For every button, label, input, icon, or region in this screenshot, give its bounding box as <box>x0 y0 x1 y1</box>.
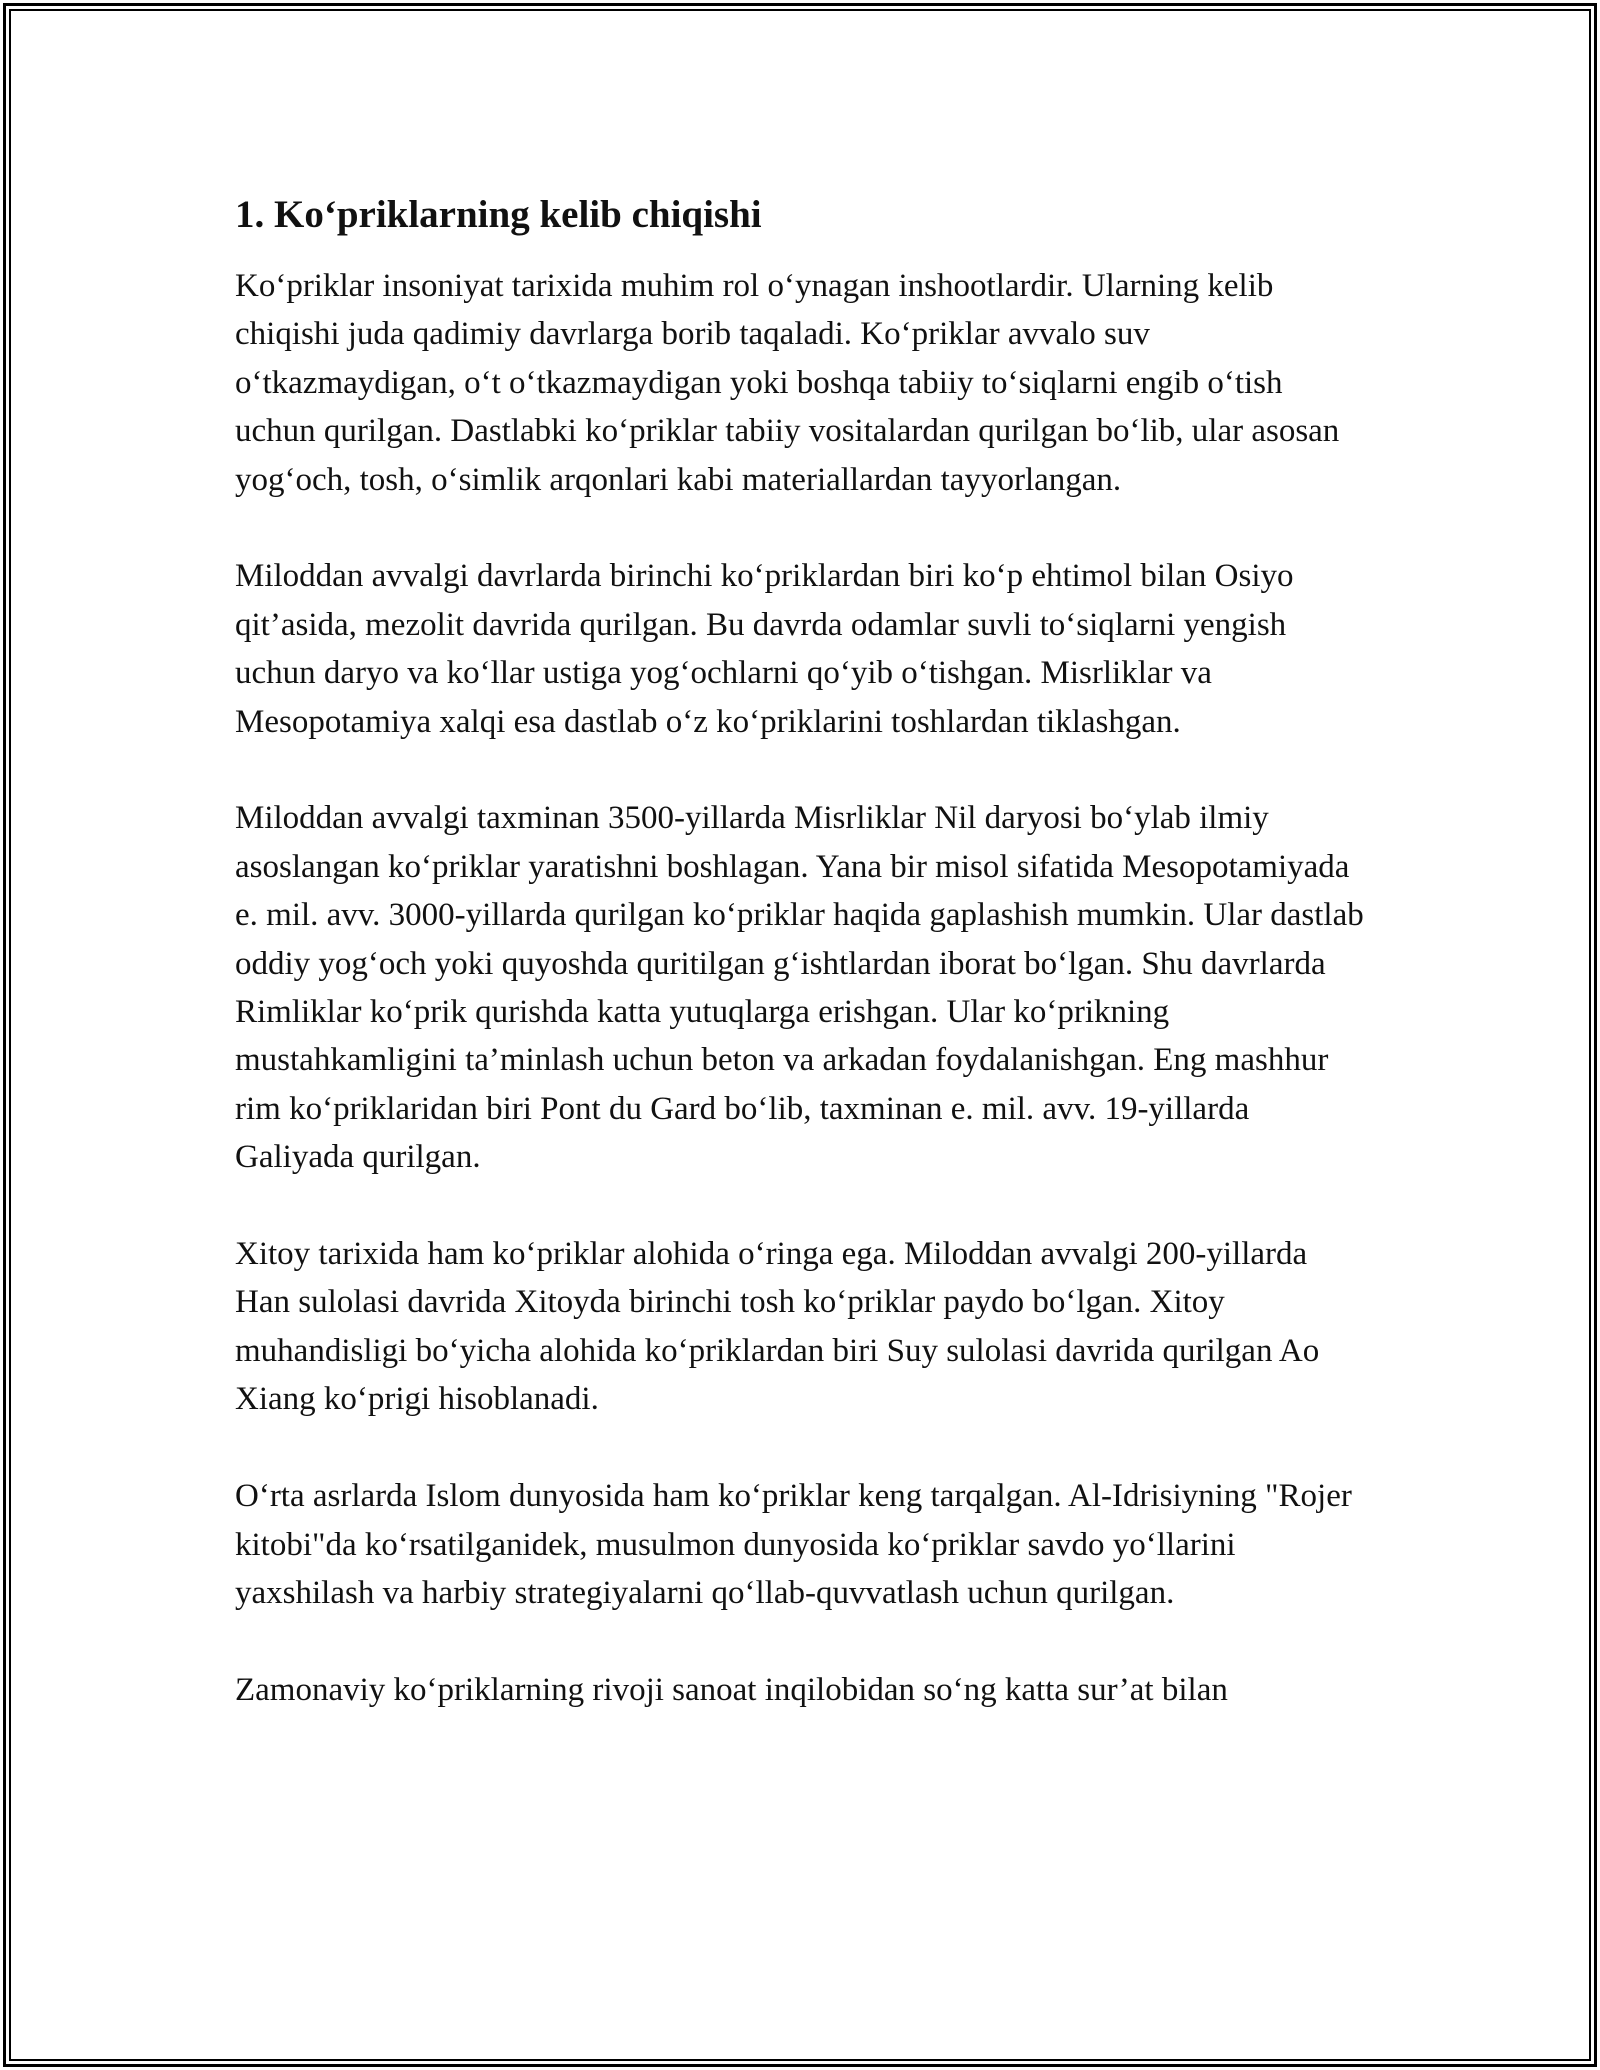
paragraph-ancient-era: Miloddan avvalgi davrlarda birinchi ko‘priklardan biri ko‘p ehtimol bilan Osiyo qit’asida, mezolit davrida qurilgan. Bu davrda odamlar suvli to‘siqlarni yengish uchun daryo va ko‘llar ustiga yog‘ochlarni qo‘yib o‘tishgan. Misrliklar va Mesopotamiya xalqi esa dastlab o‘z ko‘priklarini toshlardan tiklashgan. <box>235 558 1294 740</box>
section-heading: 1. Ko‘priklarning kelib chiqishi <box>235 193 762 236</box>
paragraph-egypt-rome: Miloddan avvalgi taxminan 3500-yillarda Misrliklar Nil daryosi bo‘ylab ilmiy asoslangan ko‘priklar yaratishni boshlagan. Yana bir misol sifatida Mesopotamiyada e. mil. avv. 3000-yillarda qurilgan ko‘priklar haqida gaplashish mumkin. Ular dastlab oddiy yog‘och yoki quyoshda quritilgan g‘ishtlardan iborat bo‘lgan. Shu davrlarda Rimliklar ko‘prik qurishda katta yutuqlarga erishgan. Ular ko‘prikning mustahkamligini ta’minlash uchun beton va arkadan foydalanishgan. Eng mashhur rim ko‘priklaridan biri Pont du Gard bo‘lib, taxminan e. mil. avv. 19-yillarda Galiyada qurilgan. <box>235 800 1364 1176</box>
paragraph-islamic-world: O‘rta asrlarda Islom dunyosida ham ko‘priklar keng tarqalgan. Al-Idrisiyning "Rojer kitobi"da ko‘rsatilganidek, musulmon dunyosida ko‘priklar savdo yo‘llarini yaxshilash va harbiy strategiyalarni qo‘llab-quvvatlash uchun qurilgan. <box>235 1478 1352 1611</box>
paragraph-china: Xitoy tarixida ham ko‘priklar alohida o‘ringa ega. Miloddan avvalgi 200-yillarda Han sulolasi davrida Xitoyda birinchi tosh ko‘priklar paydo bo‘lgan. Xitoy muhandisligi bo‘yicha alohida ko‘priklardan biri Suy sulolasi davrida qurilgan Ao Xiang ko‘prigi hisoblanadi. <box>235 1236 1320 1418</box>
paragraph-modern-bridges: Zamonaviy ko‘priklarning rivoji sanoat inqilobidan so‘ng katta sur’at bilan <box>235 1671 1228 1708</box>
paragraph-origins: Ko‘priklar insoniyat tarixida muhim rol o‘ynagan inshootlardir. Ularning kelib chiqishi juda qadimiy davrlarga borib taqaladi. Ko‘priklar avvalo suv o‘tkazmaydigan, o‘t o‘tkazmaydigan yoki boshqa tabiiy to‘siqlarni engib o‘tish uchun qurilgan. Dastlabki ko‘priklar tabiiy vositalardan qurilgan bo‘lib, ular asosan yog‘och, tosh, o‘simlik arqonlari kabi materiallardan tayyorlangan. <box>235 268 1340 498</box>
document-body <box>235 188 1365 1763</box>
